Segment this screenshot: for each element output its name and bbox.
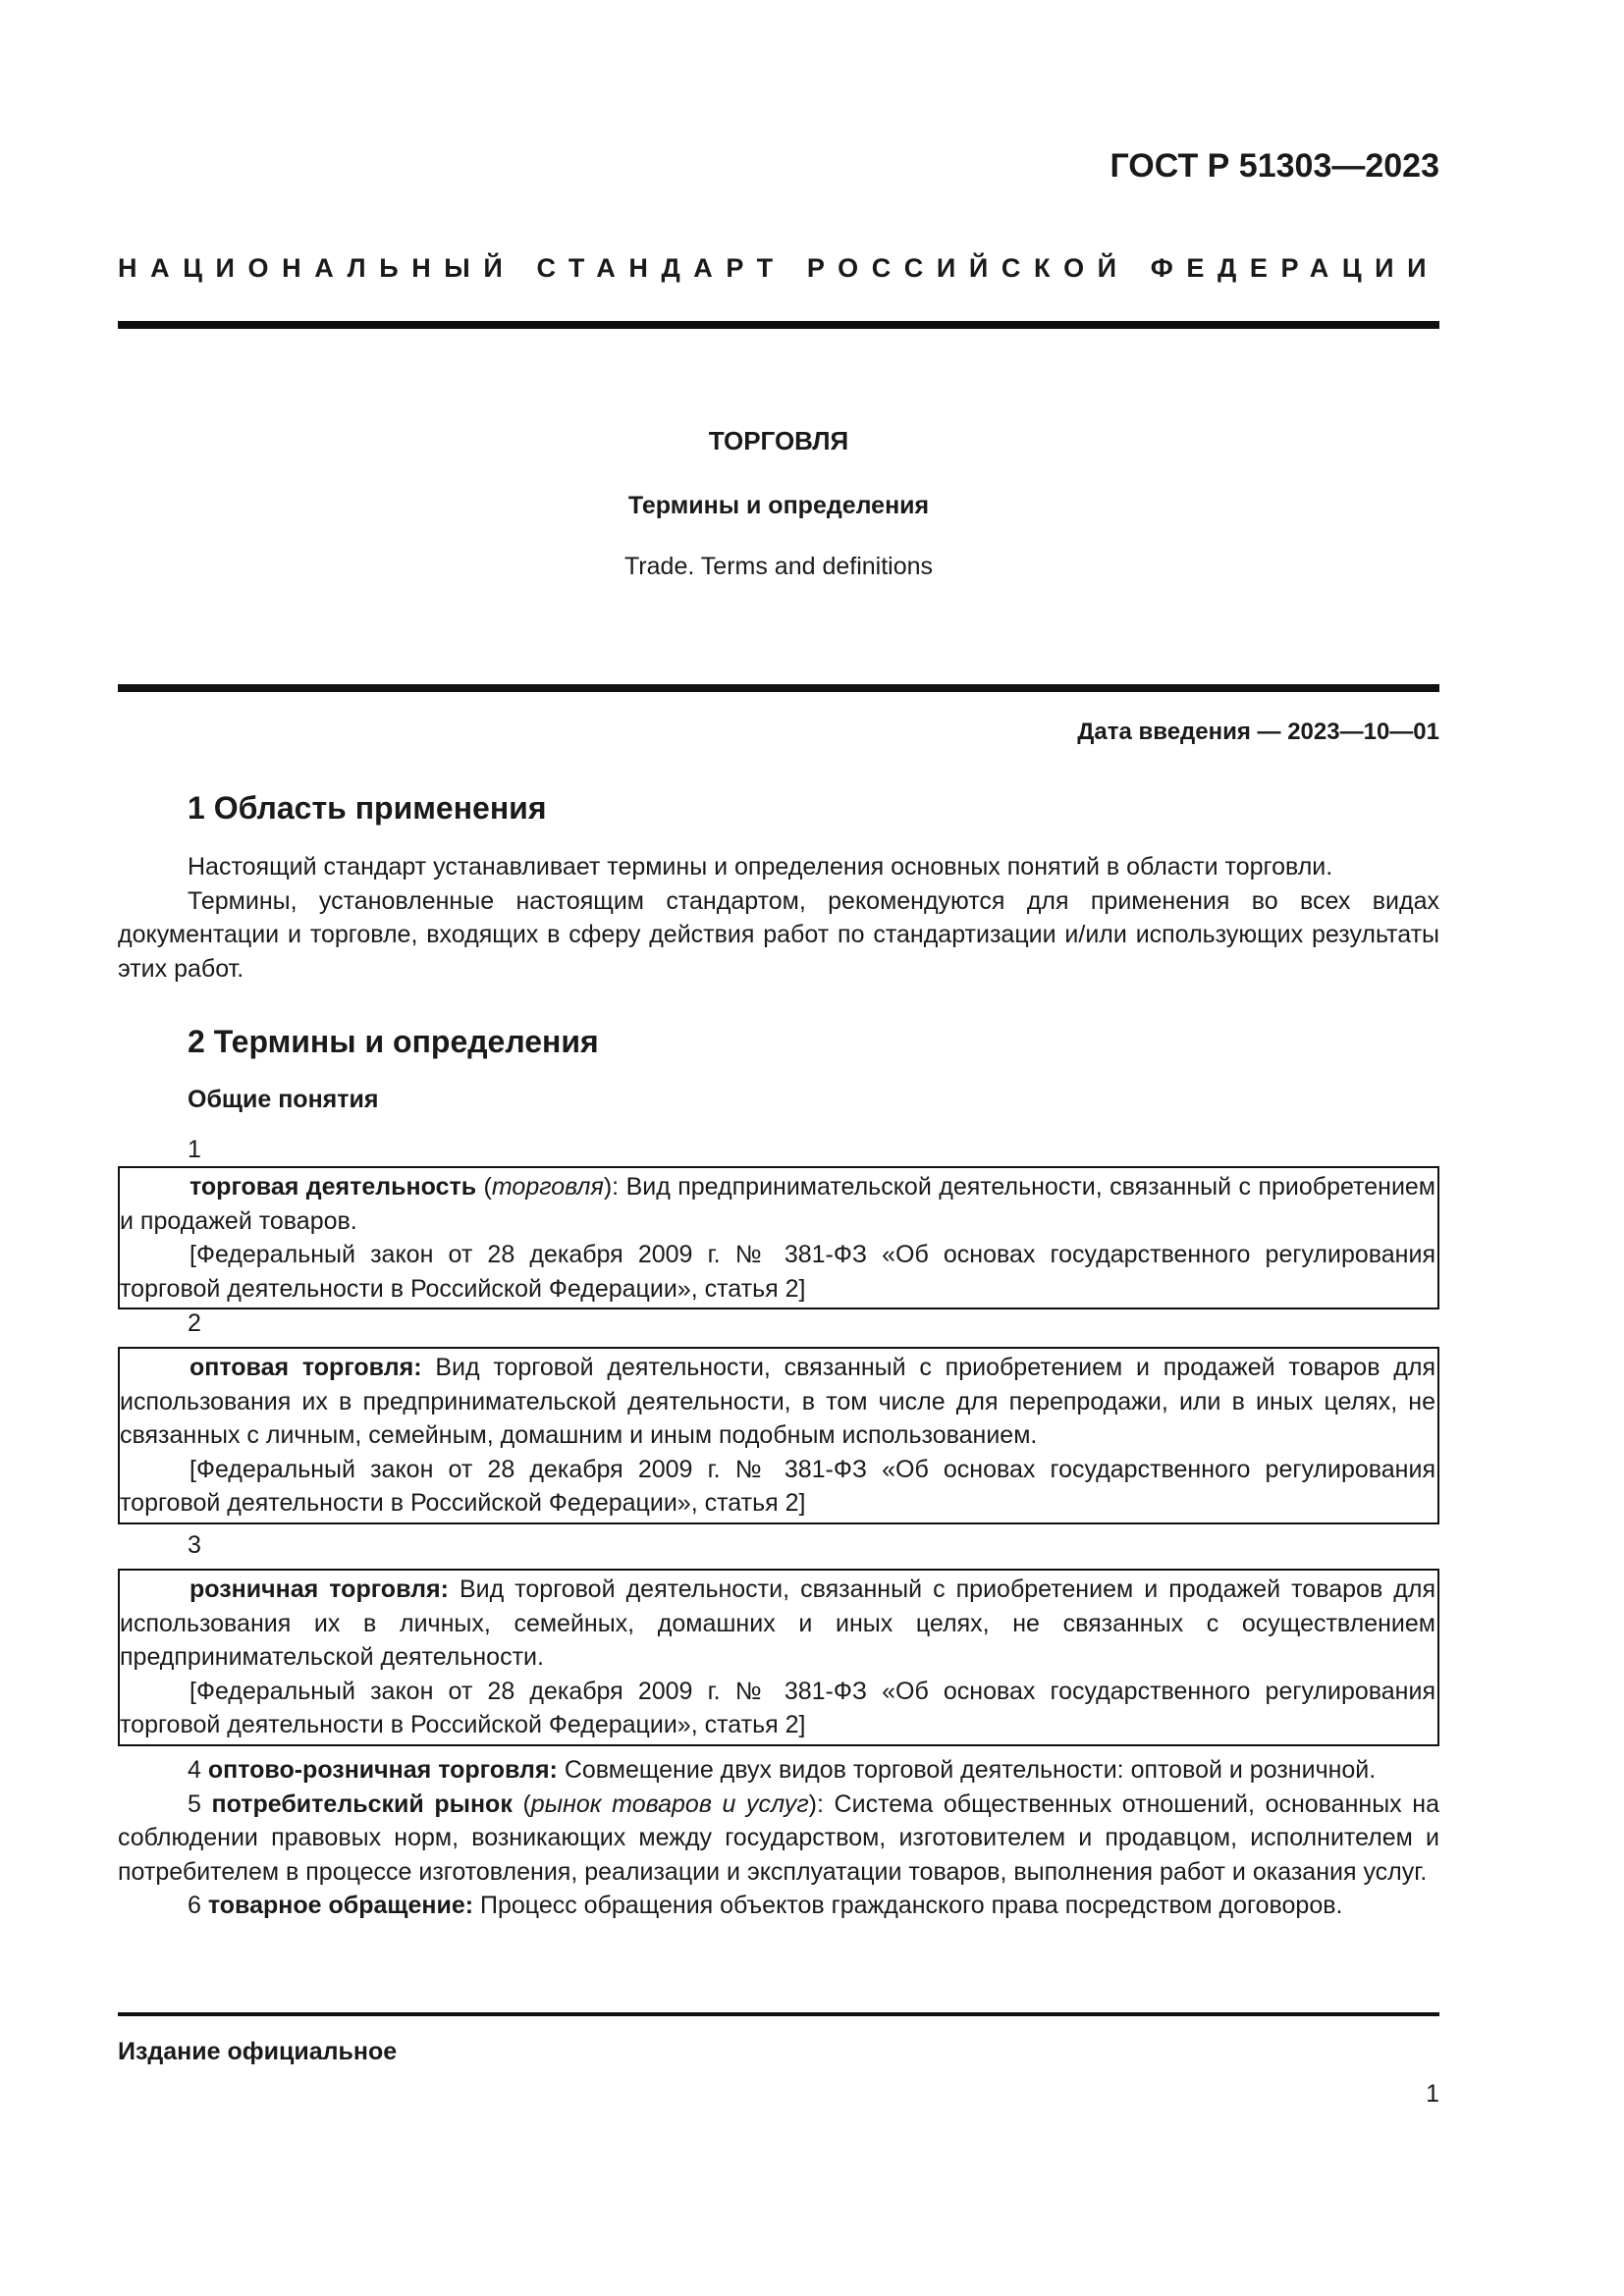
term-number: 4 [188,1756,201,1784]
footer-rule [118,2012,1439,2016]
term-definition: Вид предпринимательской деятельности, связанный с приобретением и продажей товаров. [120,1173,1435,1235]
term-number: 5 [188,1789,201,1818]
term-definition: Процесс обращения объектов гражданского права посредством договоров. [480,1892,1343,1919]
general-concepts-subheading: Общие понятия [188,1086,379,1113]
section-1-body [118,850,1439,986]
section-2-heading: 2 Термины и определения [188,1024,599,1059]
plain-terms [118,1753,1439,1923]
document-english-title: Trade. Terms and definitions [623,553,934,580]
title-rule [118,684,1439,692]
term-entry [118,1889,1439,1923]
term-source: [Федеральный закон от 28 декабря 2009 г. № 381-ФЗ «Об основах государственного регулирования торговой деятельности в Российской Федерации», статья 2] [120,1241,1435,1303]
term-number: 1 [188,1136,201,1163]
term-definition: Вид торговой деятельности, связанный с приобретением и продажей товаров для использования их в предпринимательской деятельности, в том числе для перепродажи, или в иных целях, не связанных с личным, семейным, домашним и иным подобным использованием. [120,1354,1435,1449]
header-rule [118,321,1439,329]
term-box [118,1347,1439,1524]
term-entry [120,1573,1435,1675]
term-number: 6 [188,1892,201,1919]
term-number: 2 [188,1309,201,1337]
term-number: 3 [188,1531,201,1559]
term-name: торговая деятельность [189,1173,477,1201]
term-definition: Система общественных отношений, основанных на соблюдении правовых норм, возникающих между государством, изготовителем и продавцом, исполнителем и потребителем в процессе изготовления, реализации и эксплуатации товаров, выполнения работ и оказания услуг. [118,1789,1439,1886]
official-edition-label: Издание официальное [118,2038,398,2065]
term-name: товарное обращение: [207,1892,474,1919]
page-number: 1 [1426,2080,1439,2108]
document-subtitle: Термины и определения [627,492,930,519]
standard-number: ГОСТ Р 51303—2023 [1110,147,1439,185]
term-box [118,1166,1439,1309]
term-definition: Вид торговой деятельности, связанный с приобретением и продажей товаров для использования их в личных, семейных, домашних и иных целях, не связанных с осуществлением предпринимательской деятельности. [120,1575,1435,1671]
term-entry [120,1351,1435,1453]
section-1-paragraph: Термины, установленные настоящим стандартом, рекомендуются для применения во всех видах документации и торговле, входящих в сферу действия работ по стандартизации и/или использующих результаты этих работ. [118,886,1439,983]
term-name: розничная торговля: [189,1575,449,1603]
term-synonym: торговля [491,1173,604,1201]
term-name: оптово-розничная торговля: [207,1756,558,1784]
document-title: ТОРГОВЛЯ [708,426,849,455]
introduction-date: Дата введения — 2023—10—01 [1077,719,1439,745]
term-box [118,1569,1439,1746]
term-entry [118,1753,1439,1788]
term-definition: Совмещение двух видов торговой деятельности: оптовой и розничной. [564,1756,1377,1784]
term-name: оптовая торговля: [189,1354,422,1381]
term-name: потребительский рынок [211,1789,513,1818]
section-1-heading: 1 Область применения [188,790,547,826]
national-standard-banner: НАЦИОНАЛЬНЫЙ СТАНДАРТ РОССИЙСКОЙ ФЕДЕРАЦИИ [118,253,1440,283]
term-entry: 5 потребительский рынок (рынок товаров и услуг): Система общественных отношений, основанных на соблюдении правовых норм, возникающих между государством, изготовителем и продавцом, исполнителем и потребителем в процессе изготовления, реализации и эксплуатации товаров, выполнения работ и оказания услуг. [118,1789,1439,1886]
section-1-paragraph: Настоящий стандарт устанавливает термины и определения основных понятий в области торговли. [188,853,1333,881]
term-source: [Федеральный закон от 28 декабря 2009 г. № 381-ФЗ «Об основах государственного регулирования торговой деятельности в Российской Федерации», статья 2] [120,1455,1435,1517]
term-synonym: рынок товаров и услуг [530,1789,809,1818]
term-entry: торговая деятельность (торговля): Вид предпринимательской деятельности, связанный с приобретением и продажей товаров. [120,1173,1435,1235]
term-source: [Федеральный закон от 28 декабря 2009 г. № 381-ФЗ «Об основах государственного регулирования торговой деятельности в Российской Федерации», статья 2] [120,1677,1435,1738]
